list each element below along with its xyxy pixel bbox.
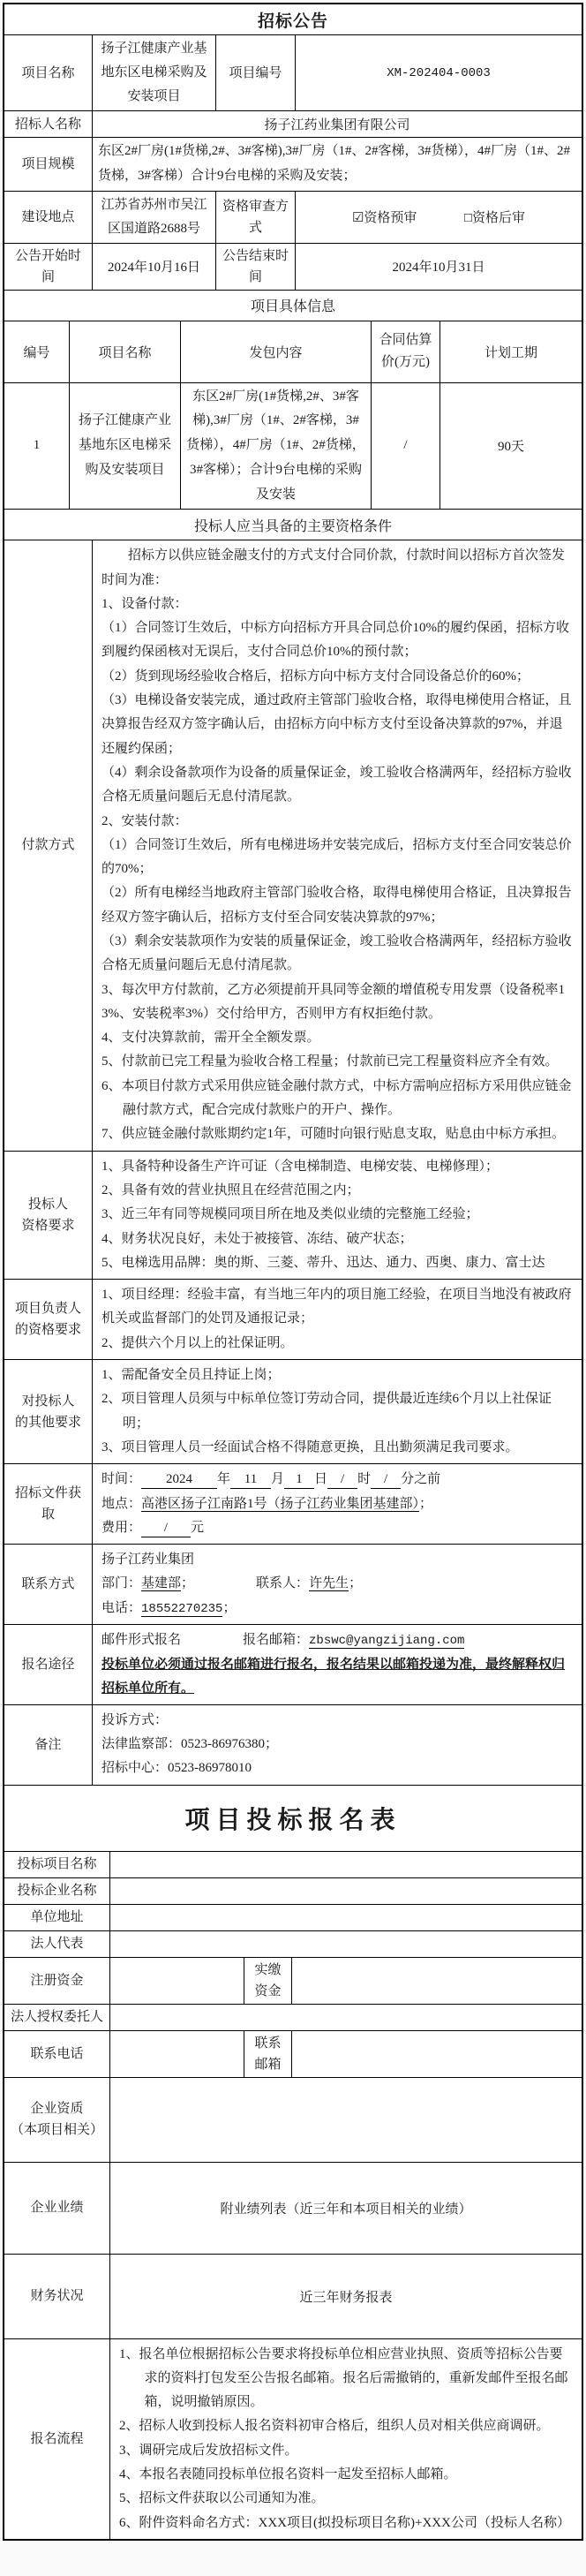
flow-item: 6、附件资料命名方式：XXX项目(拟投标项目名称)+XXX公司（投标人名称） [119, 2515, 570, 2530]
details-section-title: 项目具体信息 [4, 290, 582, 321]
paid-capital-label: 实缴资金 [244, 1957, 292, 2004]
doc-time-minute-unit: 分之前 [401, 1472, 441, 1487]
contact-label: 联系方式 [4, 1545, 93, 1625]
registration-form-table [4, 1785, 582, 2540]
remarks-line: 投诉方式： [101, 1712, 169, 1727]
requirements-table [4, 540, 582, 1785]
contact-phone-field [110, 2030, 244, 2077]
doc-acquisition-content [93, 1464, 582, 1545]
contact-dept-value: 基建部 [141, 1576, 182, 1591]
project-no-label: 项目编号 [216, 35, 296, 111]
other-requirements-label-line1: 对投标人 [21, 1394, 75, 1409]
other-requirements-label-line2: 的其他要求 [14, 1415, 81, 1430]
contact-email-field [292, 2030, 582, 2077]
pm-qualification-label-line2: 的资格要求 [14, 1323, 81, 1338]
payment-method-content [93, 540, 582, 1151]
location-value: 江苏省苏州市吴江区国道路2688号 [93, 191, 216, 243]
bid-project-name-label: 投标项目名称 [4, 1851, 110, 1877]
remarks-line: 法律监察部：0523-86976380； [101, 1736, 278, 1751]
registered-capital-field [110, 1957, 244, 2004]
contact-dept-prefix: 部门： [101, 1576, 142, 1591]
details-header-content: 发包内容 [181, 321, 372, 382]
announcement-info-table [4, 4, 582, 321]
signup-channel-label: 报名途径 [4, 1625, 93, 1704]
project-no-value: XM-202404-0003 [296, 35, 582, 111]
company-qualification-label-line2: （本项目相关） [10, 2123, 103, 2138]
legal-representative-field [110, 1930, 582, 1957]
signup-flow-label: 报名流程 [4, 2338, 110, 2539]
remarks-content [93, 1704, 582, 1785]
bidder-name-label: 招标人名称 [4, 111, 93, 138]
details-header-price: 合同估算价(万元) [372, 321, 440, 382]
contact-phone-suffix: ； [222, 1600, 237, 1615]
company-performance-label: 企业业绩 [4, 2162, 110, 2254]
bidder-qualification-label-line2: 资格要求 [21, 1218, 75, 1233]
contact-company: 扬子江药业集团 [101, 1552, 195, 1568]
details-header-name: 项目名称 [70, 321, 181, 382]
doc-fee-value: / [141, 1520, 191, 1537]
pm-qualification-content [93, 1280, 582, 1360]
project-name-label: 项目名称 [4, 35, 93, 111]
bidder-qualification-content [93, 1151, 582, 1279]
bid-company-name-label: 投标企业名称 [4, 1877, 110, 1904]
doc-fee-line [101, 1516, 573, 1540]
other-req-item: 2、项目管理人员须与中标单位签订劳动合同，提供最近连续6个月以上社保证明； [101, 1392, 552, 1431]
doc-place-line [101, 1492, 573, 1516]
project-name-value: 扬子江健康产业基地东区电梯采购及安装项目 [93, 35, 216, 111]
remarks-label: 备注 [4, 1704, 93, 1785]
signup-method: 邮件形式报名 [101, 1633, 182, 1648]
payment-item: （2）所有电梯经当地政府主管部门验收合格，取得电梯使用合格证，且决算报告经双方签字确认后，招标方支付至合同安装决算款的97%； [101, 886, 572, 925]
doc-time-hour-unit: 时 [357, 1472, 372, 1487]
bidder-qualification-label [4, 1151, 93, 1279]
payment-item: 7、供应链金融付款账期约定1年，可随时向银行贴息支取，贴息由中标方承担。 [101, 1127, 566, 1142]
detail-row-no: 1 [4, 382, 70, 510]
company-qualification-label [4, 2077, 110, 2162]
signup-method-line [101, 1628, 573, 1652]
signup-flow-content [110, 2338, 582, 2539]
authorized-agent-field [110, 2004, 582, 2030]
pm-qual-item: 2、提供六个月以上的社保证明。 [101, 1335, 294, 1350]
company-qualification-label-line1: 企业资质 [30, 2102, 84, 2117]
contact-phone-prefix: 电话： [101, 1600, 142, 1615]
company-address-field [110, 1904, 582, 1930]
authorized-agent-label: 法人授权委托人 [4, 2004, 110, 2030]
start-time-value: 2024年10月16日 [93, 243, 216, 290]
detail-row-price: / [372, 382, 440, 510]
flow-item: 3、调研完成后发放招标文件。 [119, 2443, 298, 2458]
bidder-name-value: 扬子江药业集团有限公司 [93, 111, 582, 138]
payment-item: （1）合同签订生效后，中标方向招标方开具合同总价10%的履约保函，招标方收到履约保函核对无误后，支付合同总价10%的预付款； [101, 621, 569, 660]
company-qualification-field [110, 2077, 582, 2162]
other-requirements-label [4, 1360, 93, 1464]
financial-status-label: 财务状况 [4, 2254, 110, 2338]
contact-email-label: 联系邮箱 [244, 2030, 292, 2077]
page-bottom-margin [0, 2541, 586, 2576]
doc-time-month-unit: 月 [271, 1472, 285, 1487]
doc-time-hour: / [327, 1471, 357, 1489]
doc-time-month: 11 [230, 1471, 271, 1489]
doc-place-value: 高港区扬子江南路1号（扬子江药业集团基建部） [141, 1496, 420, 1511]
start-time-label: 公告开始时间 [4, 243, 93, 290]
bidder-qual-item: 3、近三年有同等规模同项目所在地及类似业绩的完整施工经验； [101, 1207, 479, 1222]
contact-dept-suffix: ； [181, 1576, 195, 1591]
signup-channel-content [93, 1625, 582, 1704]
signup-email-prefix: 报名邮箱： [243, 1633, 310, 1648]
details-header-duration: 计划工期 [440, 321, 582, 382]
bidder-qual-item: 5、电梯选用品牌：奥的斯、三菱、蒂升、迅达、通力、西奥、康力、富士达 [101, 1255, 545, 1270]
location-label: 建设地点 [4, 191, 93, 243]
contact-person-prefix: 联系人： [256, 1576, 310, 1591]
announcement-title: 招标公告 [4, 4, 582, 35]
flow-item: 5、招标文件获取以公司通知为准。 [119, 2491, 325, 2506]
contact-person-value: 许先生 [309, 1576, 349, 1591]
payment-item: （2）货到现场经验收合格后，招标方向中标方支付合同设备总价的60%； [101, 669, 530, 684]
bidding-announcement-document [3, 3, 583, 2541]
doc-time-day: 1 [284, 1471, 314, 1489]
detail-row-duration: 90天 [440, 382, 582, 510]
financial-status-value: 近三年财务报表 [110, 2254, 582, 2338]
contact-phone-label: 联系电话 [4, 2030, 110, 2077]
end-time-value: 2024年10月31日 [296, 243, 582, 290]
payment-item: 5、付款前已完工程量为验收合格工程量；付款前已完工程量资料应齐全有效。 [101, 1054, 559, 1069]
payment-item: （1）合同签订生效后，所有电梯进场并安装完成后，招标方支付至合同安装总价的70%； [101, 837, 572, 877]
payment-item: 3、每次甲方付款前，乙方必须提前开具同等金额的增值税专用发票（设备税率13%、安装税率3%）交付给甲方，否则甲方有权拒绝付款。 [101, 982, 566, 1021]
payment-item: 2、安装付款： [101, 813, 188, 828]
contact-phone-line [101, 1597, 573, 1620]
remarks-line: 招标中心：0523-86978010 [101, 1761, 252, 1776]
doc-time-line [101, 1468, 573, 1492]
detail-row-content: 东区2#厂房(1#货梯,2#、3#客梯),3#厂房（1#、2#客梯，3#货梯），4#厂房（1#、2#货梯，3#客梯）；合计9台电梯的采购及安装 [181, 382, 372, 510]
payment-item: 1、设备付款： [101, 596, 188, 611]
flow-item: 4、本报名表随同投标单位报名资料一起发至招标人邮箱。 [119, 2467, 457, 2482]
other-req-item: 1、需配备安全员且持证上岗； [101, 1368, 281, 1383]
end-time-label: 公告结束时间 [216, 243, 296, 290]
other-requirements-content [93, 1360, 582, 1464]
bid-company-name-field [110, 1877, 582, 1904]
project-scale-value: 东区2#厂房(1#货梯,2#、3#客梯),3#厂房（1#、2#客梯，3#货梯），4#厂房（1#、2#货梯，3#客梯）合计9台电梯的采购及安装； [93, 138, 582, 192]
contact-content [93, 1545, 582, 1625]
review-method-label: 资格审查方式 [216, 191, 296, 243]
project-details-table [4, 321, 582, 541]
bidder-qual-item: 4、财务状况良好，未处于被接管、冻结、破产状态； [101, 1231, 413, 1246]
payment-item: 招标方以供应链金融支付的方式支付合同价款，付款时间以招标方首次签发时间为准： [101, 548, 566, 587]
payment-item: 6、本项目付款方式采用供应链金融付款方式，中标方需响应招标方采用供应链金融付款方式，配合完成付款账户的开户、操作。 [101, 1078, 572, 1118]
pm-qualification-label-line1: 项目负责人 [14, 1302, 81, 1317]
flow-item: 2、招标人收到投标人报名资料初审合格后，组织人员对相关供应商调研。 [119, 2419, 550, 2434]
bid-project-name-field [110, 1851, 582, 1877]
contact-dept-line [101, 1572, 573, 1596]
company-performance-value: 附业绩列表（近三年和本项目相关的业绩） [110, 2162, 582, 2254]
registered-capital-label: 注册资金 [4, 1957, 110, 2004]
doc-time-day-unit: 日 [314, 1472, 328, 1487]
review-post-checkbox: □资格后审 [463, 211, 525, 225]
doc-time-year: 2024 [141, 1471, 217, 1489]
pm-qualification-label [4, 1280, 93, 1360]
flow-item: 1、报名单位根据招标公告要求将投标单位相应营业执照、资质等招标公告要求的资料打包发至公告报名邮箱。报名后需撤销的，重新发邮件至报名邮箱，说明撤销原因。 [119, 2346, 568, 2410]
payment-item: 4、支付决算款前，需开全全额发票。 [101, 1031, 320, 1046]
doc-time-prefix: 时间： [101, 1472, 142, 1487]
doc-fee-prefix: 费用： [101, 1520, 142, 1535]
payment-method-label: 付款方式 [4, 540, 93, 1151]
payment-item: （4）剩余设备款项作为设备的质量保证金，竣工验收合格满两年，经招标方验收合格无质量问题后无息付清尾款。 [101, 765, 572, 805]
doc-place-prefix: 地点： [101, 1496, 142, 1511]
doc-place-suffix: ； [419, 1496, 433, 1511]
qualification-banner: 投标人应当具备的主要资格条件 [4, 510, 582, 540]
details-header-no: 编号 [4, 321, 70, 382]
company-address-label: 单位地址 [4, 1904, 110, 1930]
form-title: 项目投标报名表 [4, 1785, 582, 1851]
doc-acquisition-label: 招标文件获取 [4, 1464, 93, 1545]
signup-email-value: zbswc@yangzijiang.com [309, 1634, 465, 1649]
review-method-value [296, 191, 582, 243]
other-req-item: 3、项目管理人员一经面试合格不得随意更换，且出勤须满足我司要求。 [101, 1439, 519, 1454]
legal-representative-label: 法人代表 [4, 1930, 110, 1957]
signup-notice: 投标单位必须通过报名邮箱进行报名，报名结果以邮箱投递为准，最终解释权归招标单位所有。 [101, 1657, 566, 1696]
payment-item: （3）电梯设备安装完成，通过政府主管部门验收合格，取得电梯使用合格证，且决算报告经双方签字确认后，由招标方向中标方支付至设备决算款的97%，并退还履约保函； [101, 693, 572, 756]
table-row [4, 382, 582, 510]
bidder-qualification-label-line1: 投标人 [27, 1197, 68, 1212]
payment-item: （3）剩余安装款项作为安装的质量保证金，竣工验收合格满两年，经招标方验收合格无质量问题后无息付清尾款。 [101, 934, 572, 973]
review-pre-checkbox: ☑资格预审 [351, 211, 417, 225]
project-scale-label: 项目规模 [4, 138, 93, 192]
paid-capital-field [292, 1957, 582, 2004]
doc-time-minute: / [371, 1471, 401, 1489]
contact-phone-value: 18552270235 [141, 1601, 223, 1616]
doc-fee-unit: 元 [191, 1520, 205, 1535]
contact-person-suffix: ； [349, 1576, 363, 1591]
doc-time-year-unit: 年 [217, 1472, 231, 1487]
pm-qual-item: 1、项目经理：经验丰富，有当地三年内的项目施工经验，在项目当地没有被政府机关或监督部门的处罚及通报记录； [101, 1288, 572, 1326]
bidder-qual-item: 1、具备特种设备生产许可证（含电梯制造、电梯安装、电梯修理）； [101, 1159, 500, 1174]
detail-row-name: 扬子江健康产业基地东区电梯采购及安装项目 [70, 382, 181, 510]
bidder-qual-item: 2、具备有效的营业执照且在经营范围之内； [101, 1182, 360, 1197]
